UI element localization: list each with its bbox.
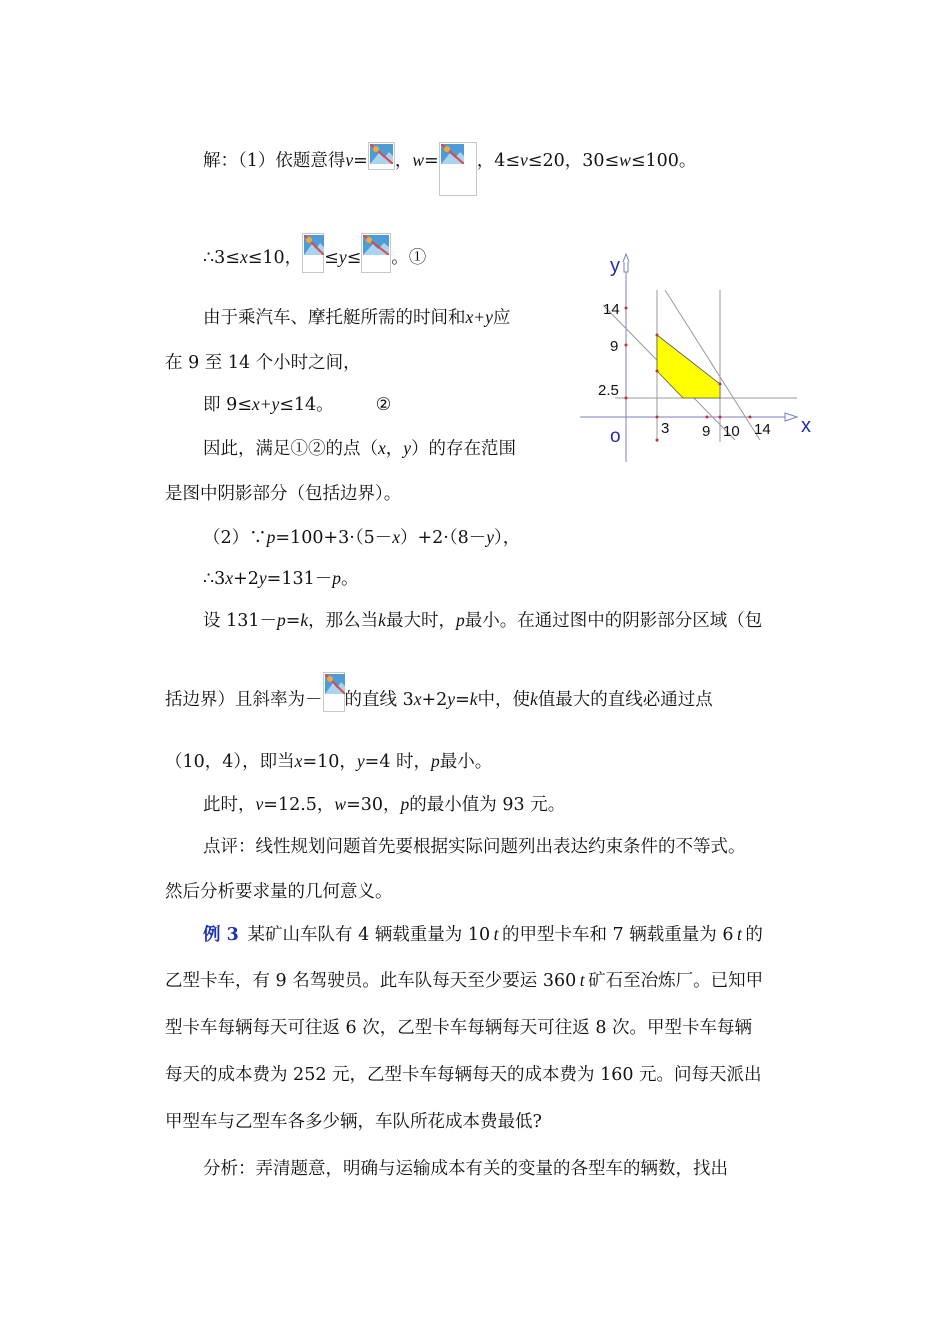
formula-image-slope (323, 672, 345, 712)
solution-line-5: 即 9≤x+y≤14。 ② (203, 394, 392, 415)
solution-line-8: （2）∵p=100+3·（5－x）+2·（8－y）， (203, 527, 521, 548)
solution-line-6: 因此，满足①②的点（x，y）的存在范围 (203, 438, 517, 459)
example-3-line-3: 型卡车每辆每天可往返 6 次，乙型卡车每辆每天可往返 8 次。甲型卡车每辆 (165, 1018, 753, 1038)
formula-image-v (368, 142, 395, 170)
broken-image-icon (304, 235, 324, 255)
analysis-line-1: 分析：弄清题意，明确与运输成本有关的变量的各型车的辆数，找出 (203, 1159, 728, 1179)
comment-line-1: 点评：线性规划问题首先要根据实际问题列出表达约束条件的不等式。 (203, 837, 746, 857)
origin-label: o (610, 426, 621, 447)
solution-line-12: （10，4），即当x=10，y=4 时，p最小。 (165, 751, 493, 772)
formula-image-w (439, 142, 477, 196)
solution-line-11: 括边界）且斜率为－ 的直线 3x+2y=k中，使k值最大的直线必通过点 (165, 687, 713, 712)
y-axis-arrow-icon (623, 254, 629, 272)
example-3-line-1: 例 3 某矿山车队有 4 辆载重量为 10 t 的甲型卡车和 7 辆载重量为 6 t 的 (203, 924, 763, 945)
comment-line-2: 然后分析要求量的几何意义。 (165, 882, 393, 902)
x-tick-3: 3 (661, 420, 670, 437)
solution-line-13: 此时，v=12.5，w=30，p的最小值为 93 元。 (203, 794, 566, 815)
solution-line-10: 设 131－p=k，那么当k最大时，p最小。在通过图中的阴影部分区域（包 (203, 610, 763, 631)
formula-image-y-upper (361, 233, 391, 273)
x-tick-9: 9 (702, 423, 711, 440)
x-tick-10: 10 (723, 423, 740, 440)
formula-image-y-lower (302, 233, 324, 273)
feasible-region-graph (575, 250, 820, 465)
solution-line-9: ∴3x+2y=131－p。 (203, 568, 359, 589)
example-3-line-5: 甲型车与乙型车各多少辆，车队所花成本费最低? (165, 1112, 542, 1132)
y-axis-label: y (610, 255, 620, 277)
solution-line-3: 由于乘汽车、摩托艇所需的时间和x+y应 (203, 307, 511, 328)
example-3-line-4: 每天的成本费为 252 元，乙型卡车每辆每天的成本费为 160 元。问每天派出 (165, 1065, 762, 1085)
example-3-line-2: 乙型卡车，有 9 名驾驶员。此车队每天至少要运 360 t 矿石至冶炼厂。已知甲 (165, 970, 764, 991)
y-tick-14: 14 (603, 301, 620, 318)
y-tick-2-5: 2.5 (598, 382, 619, 399)
solution-line-1: 解：（1）依题意得v= ，w= ，4≤v≤20，30≤w≤100。 (203, 148, 696, 196)
solution-line-2: ∴3≤x≤10， ≤y≤ 。① (203, 245, 426, 273)
broken-image-icon (370, 144, 393, 164)
example-3-label: 例 3 (203, 925, 239, 945)
x-tick-14: 14 (754, 421, 771, 438)
broken-image-icon (441, 144, 464, 164)
solution-line-4: 在 9 至 14 个小时之间， (165, 353, 361, 373)
y-tick-9: 9 (610, 338, 619, 355)
x-axis-arrow-icon (785, 413, 797, 421)
broken-image-icon (325, 674, 345, 694)
broken-image-icon (363, 235, 389, 255)
x-axis-label: x (801, 415, 811, 437)
shaded-feasible-region (657, 335, 720, 398)
solution-line-7: 是图中阴影部分（包括边界）。 (165, 484, 402, 504)
